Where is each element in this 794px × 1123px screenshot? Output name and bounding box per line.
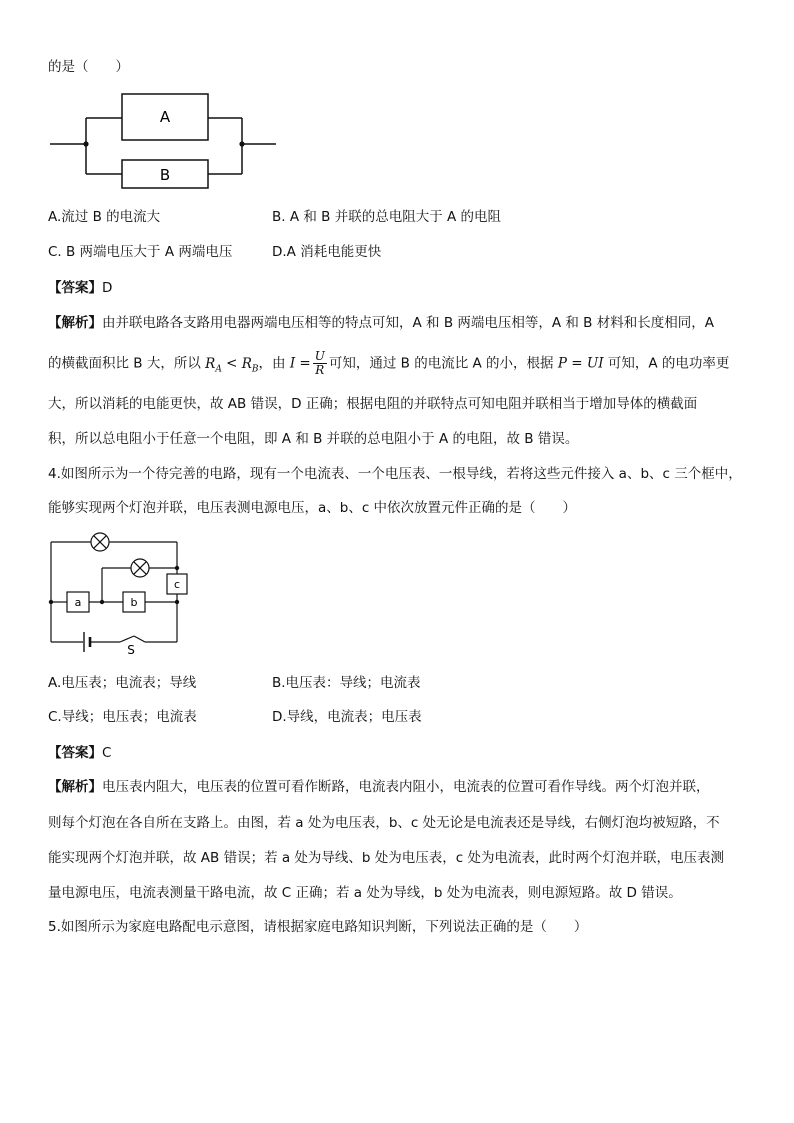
q4-analysis-line-1: 【解析】电压表内阻大，电压表的位置可看作断路，电流表内阻小，电流表的位置可看作导线。两个灯泡并联， bbox=[48, 779, 710, 795]
q3-resistor-b-label: B bbox=[159, 166, 171, 184]
q4-option-b: B.电压表：导线；电流表 bbox=[272, 675, 421, 691]
q4-box-c-label: c bbox=[173, 578, 181, 591]
q3-resistor-a-label: A bbox=[159, 108, 171, 126]
formula-i: I = bbox=[289, 355, 311, 372]
q3-analysis-label: 【解析】 bbox=[48, 315, 102, 331]
q4-answer bbox=[48, 743, 111, 763]
q3-option-c: C. B 两端电压大于 A 两端电压 bbox=[48, 244, 233, 260]
q3-analysis-line-1: 【解析】由并联电路各支路用电器两端电压相等的特点可知，A 和 B 两端电压相等，A 和 B 材料和长度相同，A bbox=[48, 315, 714, 331]
formula-ra: $R_A$ bbox=[205, 355, 222, 375]
q3-stem-tail: 的是（ ） bbox=[48, 59, 129, 75]
q4-analysis-line-2: 则每个灯泡在各自所在支路上。由图，若 a 处为电压表，b、c 处无论是电流表还是导线，右侧灯泡均被短路，不 bbox=[48, 815, 720, 831]
q4-box-b-label: b bbox=[130, 596, 138, 609]
q3-analysis-line-4: 积，所以总电阻小于任意一个电阻，即 A 和 B 并联的总电阻小于 A 的电阻，故 B 错误。 bbox=[48, 431, 579, 447]
q4-answer-value: C bbox=[102, 745, 112, 761]
q4-option-d: D.导线，电流表；电压表 bbox=[272, 709, 422, 725]
q3-option-b: B. A 和 B 并联的总电阻大于 A 的电阻 bbox=[272, 209, 502, 225]
q3-answer-value: D bbox=[102, 280, 113, 296]
q4-analysis-line-4: 量电源电压，电流表测量干路电流，故 C 正确；若 a 处为导线，b 处为电流表，则电源短路。故 D 错误。 bbox=[48, 885, 682, 901]
q4-box-a-label: a bbox=[74, 596, 82, 609]
q5-stem-line-1: 5.如图所示为家庭电路配电示意图，请根据家庭电路知识判断，下列说法正确的是（ ） bbox=[48, 919, 588, 935]
q3-circuit-diagram bbox=[48, 88, 280, 194]
q4-analysis-line-3: 能实现两个灯泡并联，故 AB 错误；若 a 处为导线、b 处为电压表，c 处为电流表，此时两个灯泡并联，电压表测 bbox=[48, 850, 725, 866]
q4-answer-label: 【答案】 bbox=[48, 745, 102, 761]
q4-option-a: A.电压表；电流表；导线 bbox=[48, 675, 197, 691]
q3-answer-label: 【答案】 bbox=[48, 280, 102, 296]
q3-option-a: A.流过 B 的电流大 bbox=[48, 209, 161, 225]
q4-stem-line-1: 4.如图所示为一个待完善的电路，现有一个电流表、一个电压表、一根导线，若将这些元件接入 a、b、c 三个框中， bbox=[48, 466, 742, 482]
q3-analysis-line-2: 的横截面积比 B 大，所以 $R_A < R_B$，由 I = $\frac{U}{R}$ 可知，通过 B 的电流比 A 的小，根据 P = UI 可知，A 的电功率更 bbox=[48, 349, 730, 377]
q3-analysis-line-3: 大，所以消耗的电能更快，故 AB 错误，D 正确；根据电阻的并联特点可知电阻并联相当于增加导体的横截面 bbox=[48, 396, 698, 412]
formula-fraction: $\frac{U}{R}$ bbox=[314, 349, 325, 377]
q4-option-c: C.导线；电压表；电流表 bbox=[48, 709, 197, 725]
q3-option-d: D.A 消耗电能更快 bbox=[272, 244, 382, 260]
formula-rb: $R_B$ bbox=[241, 355, 259, 375]
q3-answer bbox=[48, 278, 112, 298]
q4-analysis-label: 【解析】 bbox=[48, 779, 102, 795]
q4-circuit-diagram bbox=[44, 526, 194, 656]
q4-switch-label: S bbox=[127, 643, 135, 656]
formula-p: P = UI bbox=[557, 355, 604, 372]
q4-stem-line-2: 能够实现两个灯泡并联，电压表测电源电压，a、b、c 中依次放置元件正确的是（ ） bbox=[48, 500, 577, 516]
